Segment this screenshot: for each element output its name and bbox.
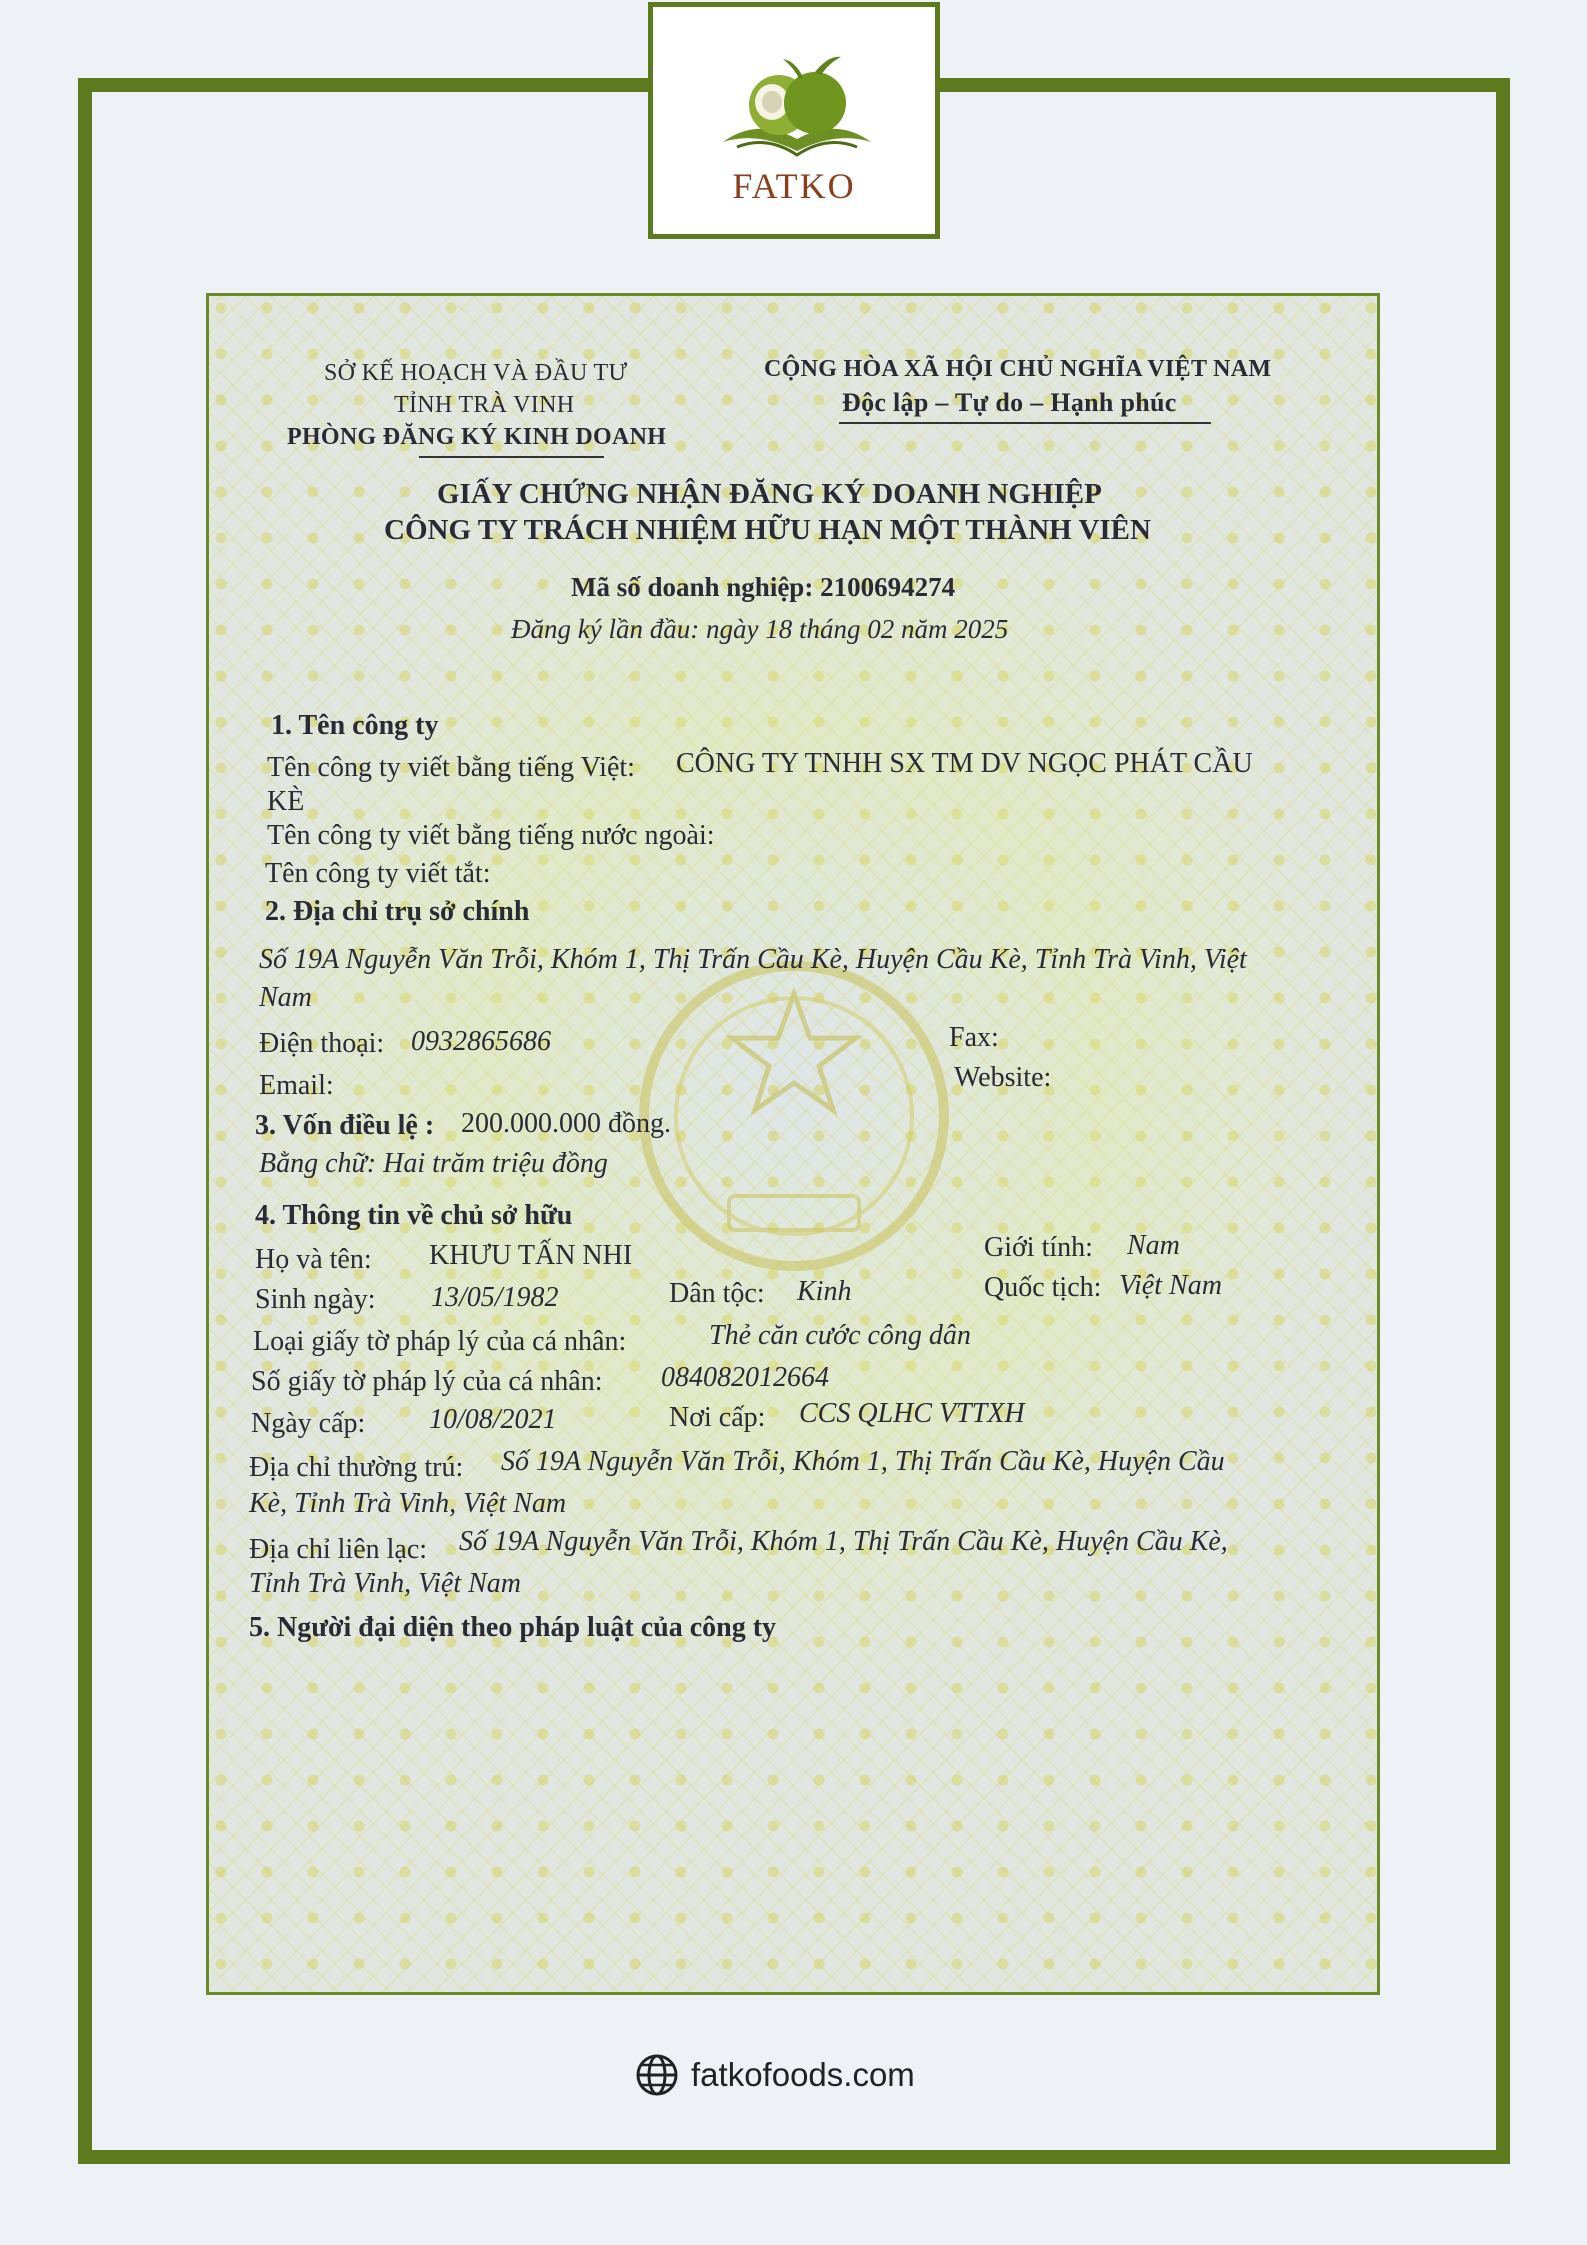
charter-capital-amount: 200.000.000 đồng. bbox=[461, 1108, 671, 1139]
company-name-vn-label: Tên công ty viết bằng tiếng Việt: bbox=[267, 752, 635, 783]
gender-label: Giới tính: bbox=[984, 1232, 1093, 1263]
head-office-address-cont: Nam bbox=[259, 982, 312, 1013]
gender-value: Nam bbox=[1127, 1230, 1180, 1261]
owner-name-value: KHƯU TẤN NHI bbox=[429, 1240, 633, 1271]
company-name-vn-value-cont: KÈ bbox=[267, 786, 305, 817]
dob-label: Sinh ngày: bbox=[255, 1284, 376, 1315]
nationality-label: Quốc tịch: bbox=[984, 1272, 1102, 1303]
ethnicity-value: Kinh bbox=[797, 1276, 852, 1307]
footer bbox=[635, 2053, 915, 2097]
national-emblem-watermark bbox=[624, 946, 964, 1306]
agency-underline bbox=[419, 456, 604, 458]
dob-value: 13/05/1982 bbox=[431, 1282, 559, 1313]
issue-place-label: Nơi cấp: bbox=[669, 1402, 766, 1433]
contact-address-value: Số 19A Nguyễn Văn Trỗi, Khóm 1, Thị Trấn Cầu Kè, Huyện Cầu Kè, bbox=[459, 1526, 1228, 1557]
section-2-heading: 2. Địa chỉ trụ sở chính bbox=[265, 896, 530, 927]
brand-logo-box bbox=[648, 2, 940, 239]
website-label: Website: bbox=[954, 1062, 1052, 1093]
nation-line-1: CỘNG HÒA XÃ HỘI CHỦ NGHĨA VIỆT NAM bbox=[764, 356, 1272, 382]
website-link[interactable]: fatkofoods.com bbox=[691, 2056, 915, 2093]
owner-name-label: Họ và tên: bbox=[255, 1244, 372, 1275]
nation-line-2: Độc lập – Tự do – Hạnh phúc bbox=[842, 388, 1177, 417]
nation-underline bbox=[839, 422, 1211, 424]
agency-line-1: SỞ KẾ HOẠCH VÀ ĐẦU TƯ bbox=[324, 360, 628, 386]
company-name-foreign-label: Tên công ty viết bằng tiếng nước ngoài: bbox=[267, 820, 715, 851]
phone-value: 0932865686 bbox=[411, 1026, 551, 1057]
legal-doc-number-label: Số giấy tờ pháp lý của cá nhân: bbox=[251, 1366, 603, 1397]
contact-address-value-cont: Tỉnh Trà Vinh, Việt Nam bbox=[249, 1568, 521, 1599]
company-type-title: CÔNG TY TRÁCH NHIỆM HỮU HẠN MỘT THÀNH VIÊN bbox=[384, 514, 1151, 546]
business-code: Mã số doanh nghiệp: 2100694274 bbox=[571, 572, 956, 602]
brand-name: FATKO bbox=[732, 166, 856, 206]
company-short-name-label: Tên công ty viết tắt: bbox=[265, 858, 491, 889]
head-office-address: Số 19A Nguyễn Văn Trỗi, Khóm 1, Thị Trấn Cầu Kè, Huyện Cầu Kè, Tỉnh Trà Vinh, Việt bbox=[259, 944, 1247, 975]
agency-line-2: TỈNH TRÀ VINH bbox=[394, 392, 575, 418]
contact-address-label: Địa chỉ liên lạc: bbox=[249, 1534, 428, 1565]
globe-icon bbox=[635, 2053, 679, 2097]
company-name-vn-value: CÔNG TY TNHH SX TM DV NGỌC PHÁT CẦU bbox=[676, 748, 1253, 779]
nationality-value: Việt Nam bbox=[1119, 1270, 1222, 1301]
legal-doc-number-value: 084082012664 bbox=[661, 1362, 829, 1393]
section-5-heading: 5. Người đại diện theo pháp luật của công ty bbox=[249, 1612, 777, 1643]
issue-date-value: 10/08/2021 bbox=[429, 1404, 557, 1435]
phone-label: Điện thoại: bbox=[259, 1028, 385, 1059]
permanent-address-label: Địa chỉ thường trú: bbox=[249, 1452, 464, 1483]
email-label: Email: bbox=[259, 1070, 334, 1101]
coconut-logo-icon bbox=[717, 47, 877, 162]
permanent-address-value-cont: Kè, Tỉnh Trà Vinh, Việt Nam bbox=[249, 1488, 567, 1519]
legal-doc-type-value: Thẻ căn cước công dân bbox=[709, 1320, 971, 1351]
ethnicity-label: Dân tộc: bbox=[669, 1278, 765, 1309]
legal-doc-type-label: Loại giấy tờ pháp lý của cá nhân: bbox=[253, 1326, 627, 1357]
section-4-heading: 4. Thông tin về chủ sở hữu bbox=[255, 1200, 573, 1231]
charter-capital-in-words: Bằng chữ: Hai trăm triệu đồng bbox=[259, 1148, 608, 1179]
business-registration-certificate bbox=[206, 293, 1380, 1995]
issue-date-label: Ngày cấp: bbox=[251, 1408, 366, 1439]
section-3-heading: 3. Vốn điều lệ : bbox=[255, 1110, 435, 1141]
section-1-heading: 1. Tên công ty bbox=[271, 710, 439, 741]
first-registration-date: Đăng ký lần đầu: ngày 18 tháng 02 năm 2025 bbox=[511, 614, 1009, 644]
fax-label: Fax: bbox=[949, 1022, 999, 1053]
permanent-address-value: Số 19A Nguyễn Văn Trỗi, Khóm 1, Thị Trấn Cầu Kè, Huyện Cầu bbox=[501, 1446, 1225, 1477]
agency-line-3: PHÒNG ĐĂNG KÝ KINH DOANH bbox=[287, 424, 667, 450]
issue-place-value: CCS QLHC VTTXH bbox=[799, 1398, 1025, 1429]
certificate-title: GIẤY CHỨNG NHẬN ĐĂNG KÝ DOANH NGHIỆP bbox=[437, 478, 1102, 510]
